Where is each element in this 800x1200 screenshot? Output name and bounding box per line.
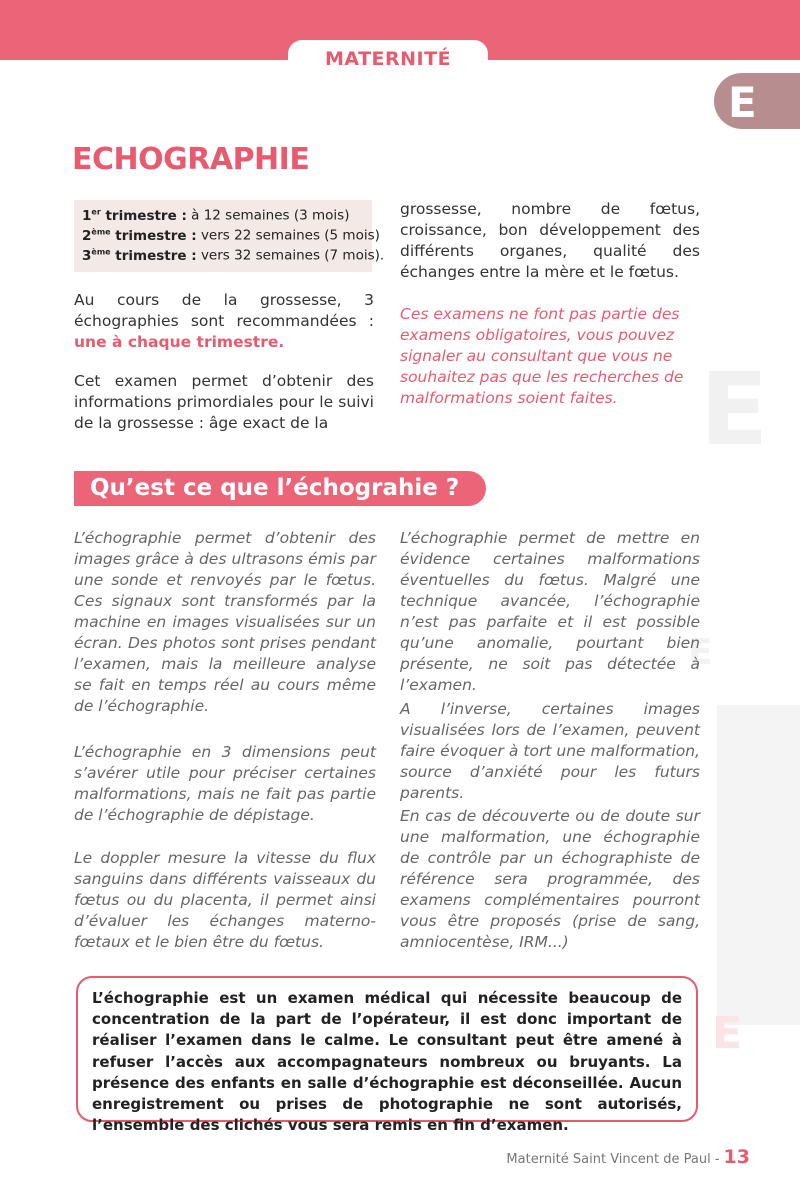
trimester-line: 3ème trimestre : vers 32 semaines (7 mois). [82, 247, 385, 264]
watermark-letter-pink: E [712, 1008, 743, 1059]
intro-note: Ces examens ne font pas partie des examens obligatoires, vous pouvez signaler au consultant que vous ne souhaitez pas que les recherches de malformations soient faites. [400, 305, 684, 407]
body-paragraph: L’échographie permet d’obtenir des images grâce à des ultrasons émis par une sonde et renvoyés par le fœtus. Ces signaux sont transformés par la machine en images visualisées sur un écran. Des photos sont prises pendant l’examen, mais la meilleure analyse se fait en temps réel au cours même de l’échographie. [74, 529, 376, 715]
body-paragraph: L’échographie permet de mettre en évidence certaines malformations éventuelles du fœtus. Malgré une technique avancée, l’échographie n’est pas parfaite et il est possible qu’une anomalie, pourtant bien présente, ne soit pas détectée à l’examen. [400, 529, 700, 694]
notice-text: L’échographie est un examen médical qui nécessite beaucoup de concentration de la part de l’opérateur, il est donc important de réaliser l’examen dans le calme. Le consultant peut être amené à refuser l’accès aux accompagnateurs nombreux ou bruyants. La présence des enfants en salle d’échographie est déconseillée. Aucun enregistrement ou prises de photographie ne sont autorisés, l’ensemble des clichés vous sera remis en fin d’examen. [92, 989, 682, 1135]
page-header-title: MATERNITÉ [324, 48, 452, 70]
body-paragraph: L’échographie en 3 dimensions peut s’avérer utile pour préciser certaines malformations, mais ne fait pas partie de l’échographie de dépistage. [74, 743, 376, 824]
intro-paragraph-2-continued: grossesse, nombre de fœtus, croissance, bon développement des différents organes, qualité des échanges entre la mère et le fœtus. [400, 200, 700, 281]
subheading: Qu’est ce que l’échograhie ? [90, 475, 460, 501]
trimester-line: 2ème trimestre : vers 22 semaines (5 mois) [82, 227, 380, 244]
body-paragraph: A l’inverse, certaines images visualisées lors de l’examen, peuvent faire évoquer à tort une malformation, source d’anxiété pour les futurs parents. [400, 700, 700, 802]
trimester-line: 1er trimestre : à 12 semaines (3 mois) [82, 207, 350, 224]
intro-paragraph-2: Cet examen permet d’obtenir des informations primordiales pour le suivi de la grossesse : âge exact de la [74, 372, 374, 432]
section-title: ECHOGRAPHIE [72, 142, 310, 177]
watermark-bar [717, 705, 800, 1025]
footer-text: Maternité Saint Vincent de Paul - [506, 1152, 720, 1167]
page-number: 13 [723, 1146, 750, 1168]
intro-paragraph-1: Au cours de la grossesse, 3 échographies sont recommandées : une à chaque trimestre. [74, 291, 374, 351]
page-footer [506, 1146, 750, 1168]
section-letter-tab [714, 73, 800, 129]
watermark-letter-small: E [688, 632, 713, 673]
body-paragraph: Le doppler mesure la vitesse du flux sanguins dans différents vaisseaux du fœtus ou du placenta, il permet ainsi d’évaluer les échanges materno-fœtaux et le bien être du fœtus. [74, 849, 376, 951]
watermark-letter-large: E [700, 351, 769, 468]
body-paragraph: En cas de découverte ou de doute sur une malformation, une échographie de contrôle par un échographiste de référence sera programmée, des examens complémentaires pourront vous être proposés (prise de sang, amniocentèse, IRM...) [400, 807, 700, 951]
section-letter: E [728, 78, 757, 127]
